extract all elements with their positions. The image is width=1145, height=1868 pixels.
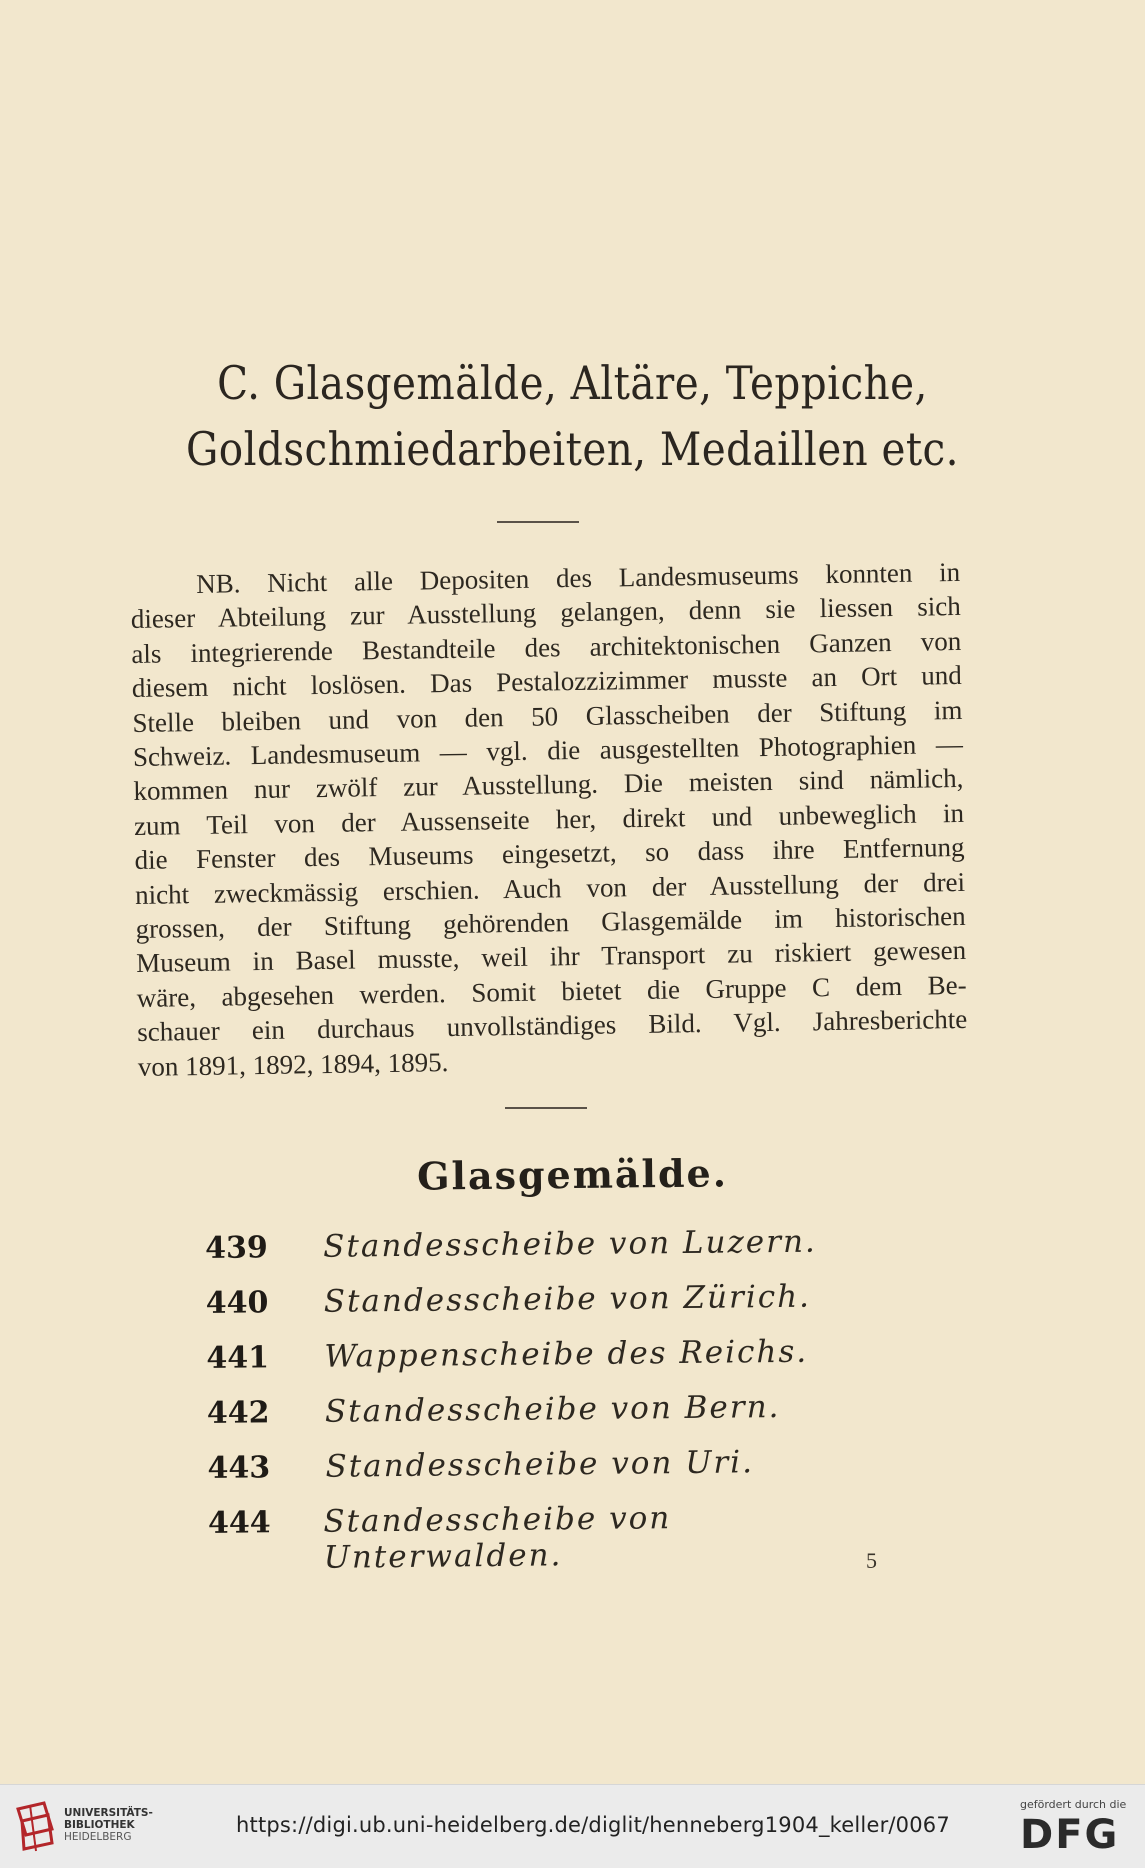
- entry-number: 439: [205, 1230, 268, 1266]
- note-line: Schweiz. Landesmuseum — vgl. die ausgestellten Photographien —: [132, 728, 964, 773]
- note-line: Museum in Basel musste, weil ihr Transport zu riskiert gewesen: [135, 935, 967, 979]
- entry-description: Standesscheibe von Luzern.: [322, 1223, 817, 1265]
- note-line: dieser Abteilung zur Ausstellung gelangen, denn sie liessen sich: [130, 591, 961, 635]
- entry-description: Standesscheibe von Bern.: [324, 1388, 781, 1430]
- catalog-entry: [206, 1278, 907, 1340]
- note-line: von 1891, 1892, 1894, 1895.: [137, 1046, 449, 1082]
- entry-description: Standesscheibe von Uri.: [325, 1444, 755, 1485]
- entry-number: 440: [205, 1285, 269, 1321]
- library-name-line: BIBLIOTHEK: [64, 1819, 135, 1831]
- catalog-entry: [206, 1333, 907, 1395]
- section-divider: [505, 1107, 587, 1109]
- library-name-line: UNIVERSITÄTS-: [64, 1807, 153, 1819]
- catalog-entry: [207, 1498, 909, 1576]
- entry-number: 444: [207, 1505, 271, 1541]
- note-line: grossen, der Stiftung gehörenden Glasgemälde im historischen: [135, 900, 966, 945]
- section-title-line-1: C. Glasgemälde, Altäre, Teppiche,: [217, 356, 928, 410]
- library-name: [64, 1807, 153, 1843]
- funding-caption: gefördert durch die: [1020, 1798, 1127, 1811]
- note-line: Stelle bleiben und von den 50 Glasscheiben der Stiftung im: [132, 694, 963, 738]
- note-line: die Fenster des Museums eingesetzt, so dass ihre Entfernung: [134, 832, 965, 876]
- note-line: als integrierende Bestandteile des architektonischen Ganzen von: [131, 625, 962, 669]
- title-divider: [497, 521, 579, 523]
- entry-description: Standesscheibe von Unterwalden.: [323, 1500, 672, 1576]
- dfg-logo: DFG: [1020, 1812, 1120, 1858]
- note-line: wäre, abgesehen werden. Somit bietet die Gruppe C dem Be-: [136, 969, 967, 1013]
- note-line: NB. Nicht alle Depositen des Landesmuseums konnten in: [196, 556, 961, 599]
- page-number: 5: [866, 1548, 877, 1573]
- note-paragraph: [130, 555, 968, 1084]
- university-library-logo-icon: [14, 1799, 56, 1855]
- library-name-line: HEIDELBERG: [64, 1831, 132, 1843]
- note-line: diesem nicht loslösen. Das Pestalozzizimmer musste an Ort und: [131, 660, 963, 704]
- note-line: nicht zweckmässig erschien. Auch von der Ausstellung der drei: [134, 866, 966, 910]
- section-title-line-2: Goldschmiedarbeiten, Medaillen etc.: [186, 422, 959, 476]
- note-line: schauer ein durchaus unvollständiges Bild. Vgl. Jahresberichte: [137, 1004, 968, 1048]
- entry-number: 442: [206, 1395, 270, 1431]
- viewer-footer: [0, 1784, 1145, 1868]
- catalog-entry: [207, 1388, 908, 1450]
- catalog-list: [205, 1223, 908, 1576]
- entry-number: 441: [206, 1340, 270, 1376]
- entry-description: Wappenscheibe des Reichs.: [324, 1333, 809, 1375]
- entry-number: 443: [207, 1450, 271, 1486]
- note-line: kommen nur zwölf zur Ausstellung. Die meisten sind nämlich,: [133, 763, 964, 807]
- glasgemaelde-heading: Glasgemälde.: [416, 1150, 729, 1199]
- entry-description: Standesscheibe von Zürich.: [323, 1278, 812, 1320]
- catalog-entry: [205, 1223, 906, 1285]
- permalink-url[interactable]: https://digi.ub.uni-heidelberg.de/diglit/henneberg1904_keller/0067: [236, 1813, 950, 1837]
- note-line: zum Teil von der Aussenseite her, direkt und unbeweglich in: [133, 797, 965, 841]
- catalog-entry: [207, 1443, 908, 1505]
